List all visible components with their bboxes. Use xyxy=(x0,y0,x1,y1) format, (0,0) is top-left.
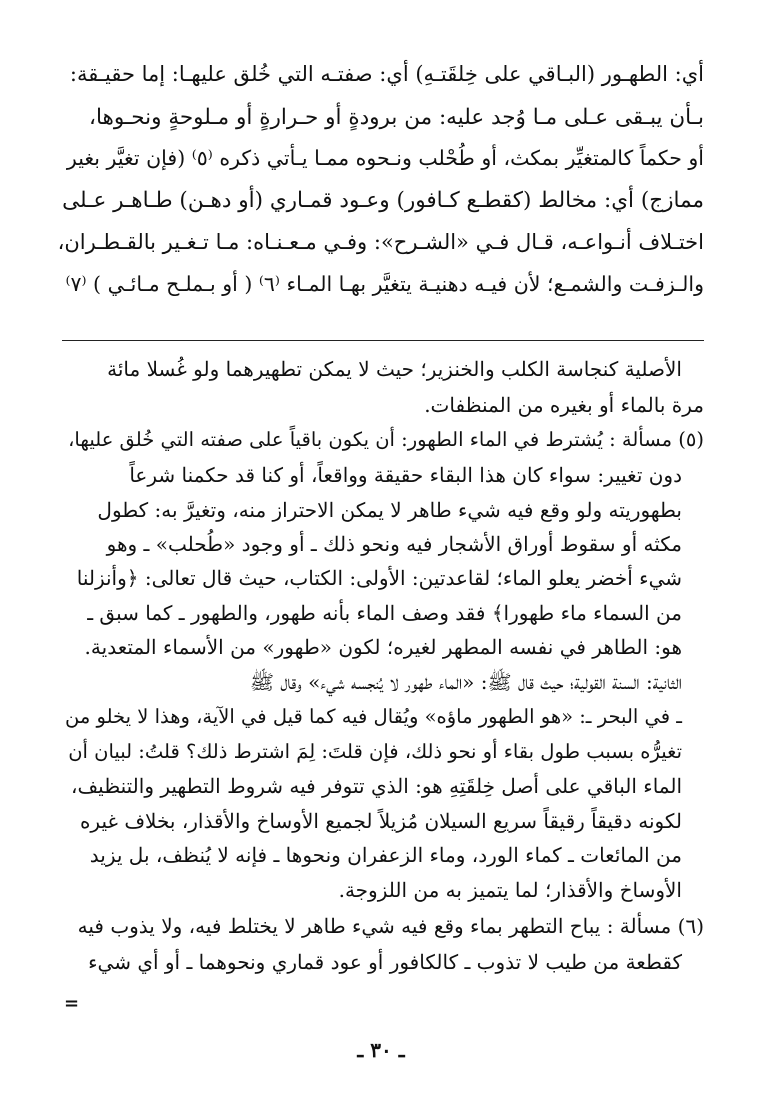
main-text-line: والـزفـت والشمـع؛ لأن فيـه دهنيـة يتغيَّر بهـا المـاء ⁽٦⁾ ( أو بـملـح مـائـي ) ⁽٧⁾ xyxy=(65,272,704,296)
main-text-line: بـأن يبـقى عـلى مـا وُجد عليه: من برودةٍ أو حـرارةٍ أو مـلوحةٍ ونحـوها، xyxy=(89,105,704,130)
footnote-line: (٥) مسألة : يُشترط في الماء الطهور: أن يكون باقياً على صفته التي خُلق عليها، xyxy=(68,428,704,451)
footnote-divider xyxy=(62,340,704,341)
main-text-line: أو حكماً كالمتغيِّر بمكث، أو طُحْلب ونـحوه ممـا يـأتي ذكره ⁽٥⁾ (فإن تغيَّر بغير xyxy=(66,146,704,170)
footnote-line: كقطعة من طيب لا تذوب ـ كالكافور أو عود قماري ونحوهما ـ أو أي شيء xyxy=(88,950,682,974)
continuation-mark: = xyxy=(64,993,80,1014)
footnote-line: هو: الطاهر في نفسه المطهر لغيره؛ لكون «طهور» من الأسماء المتعدية. xyxy=(84,635,682,659)
footnote-line: الأصلية كنجاسة الكلب والخنزير؛ حيث لا يمكن تطهيرهما ولو غُسلا مائة xyxy=(107,357,682,381)
footnote-line: مرة بالماء أو بغيره من المنظفات. xyxy=(424,393,704,417)
main-text-line: ممازج) أي: مخالط (كقطـع كـافور) وعـود قمـاري (أو دهـن) طـاهـر عـلى xyxy=(62,188,704,213)
footnote-line: شيء أخضر يعلو الماء؛ لقاعدتين: الأولى: الكتاب، حيث قال تعالى: ﴿وأنزلنا xyxy=(76,566,682,590)
footnote-line: تغيرُّه بسبب طول بقاء أو نحو ذلك، فإن قلتَ: لِمَ اشترط ذلك؟ قلتُ: لبيان أن xyxy=(68,740,682,763)
footnote-line: دون تغيير: سواء كان هذا البقاء حقيقة وواقعاً، أو كنا قد حكمنا شرعاً xyxy=(129,463,682,487)
footnote-line: من المائعات ـ كماء الورد، وماء الزعفران ونحوها ـ فإنه لا يُنظف، بل يزيد xyxy=(89,843,682,867)
footnote-line: لكونه دقيقاً رقيقاً سريع السيلان مُزيلاً لجميع الأوساخ والأقذار، بخلاف غيره xyxy=(79,809,682,833)
footnote-line: الثانية: السنة القولية؛ حيث قال ﷺ: «الماء طهور لا يُنجسه شيء» وقال ﷺ xyxy=(249,670,682,694)
main-text-line: اختـلاف أنـواعـه، قـال فـي «الشـرح»: وفـي مـعـنـاه: مـا تـغـير بالقـطـران، xyxy=(57,230,704,254)
footnote-line: الماء الباقي على أصل خِلقَتِهِ هو: الذي تتوفر فيه شروط التطهير والتنظيف، xyxy=(71,774,682,798)
main-text-line: أي: الطهـور (البـاقي على خِلقَتـهِ) أي: صفتـه التي خُلق عليهـا: إما حقيـقة: xyxy=(69,62,704,86)
footnote-line: بطهوريته ولو وقع فيه شيء طاهر لا يمكن الاحتراز منه، وتغيرَّ به: كطول xyxy=(97,498,682,522)
footnote-line: (٦) مسألة : يباح التطهر بماء وقع فيه شيء طاهر لا يختلط فيه، ولا يذوب فيه xyxy=(77,914,704,938)
footnote-line: مكثه أو سقوط أوراق الأشجار فيه ونحو ذلك ـ أو وجود «طُحلب» ـ وهو xyxy=(106,532,682,556)
footnote-line: الأوساخ والأقذار؛ لما يتميز به من اللزوجة. xyxy=(338,878,682,902)
footnote-line: من السماء ماء طهورا﴾ فقد وصف الماء بأنه طهور، والطهور ـ كما سبق ـ xyxy=(87,601,682,625)
page-number: ـ ٣٠ ـ xyxy=(357,1038,405,1062)
footnote-line: ـ في البحر ـ: «هو الطهور ماؤه» ويُقال فيه كما قيل في الآية، وهذا لا يخلو من xyxy=(65,705,682,728)
